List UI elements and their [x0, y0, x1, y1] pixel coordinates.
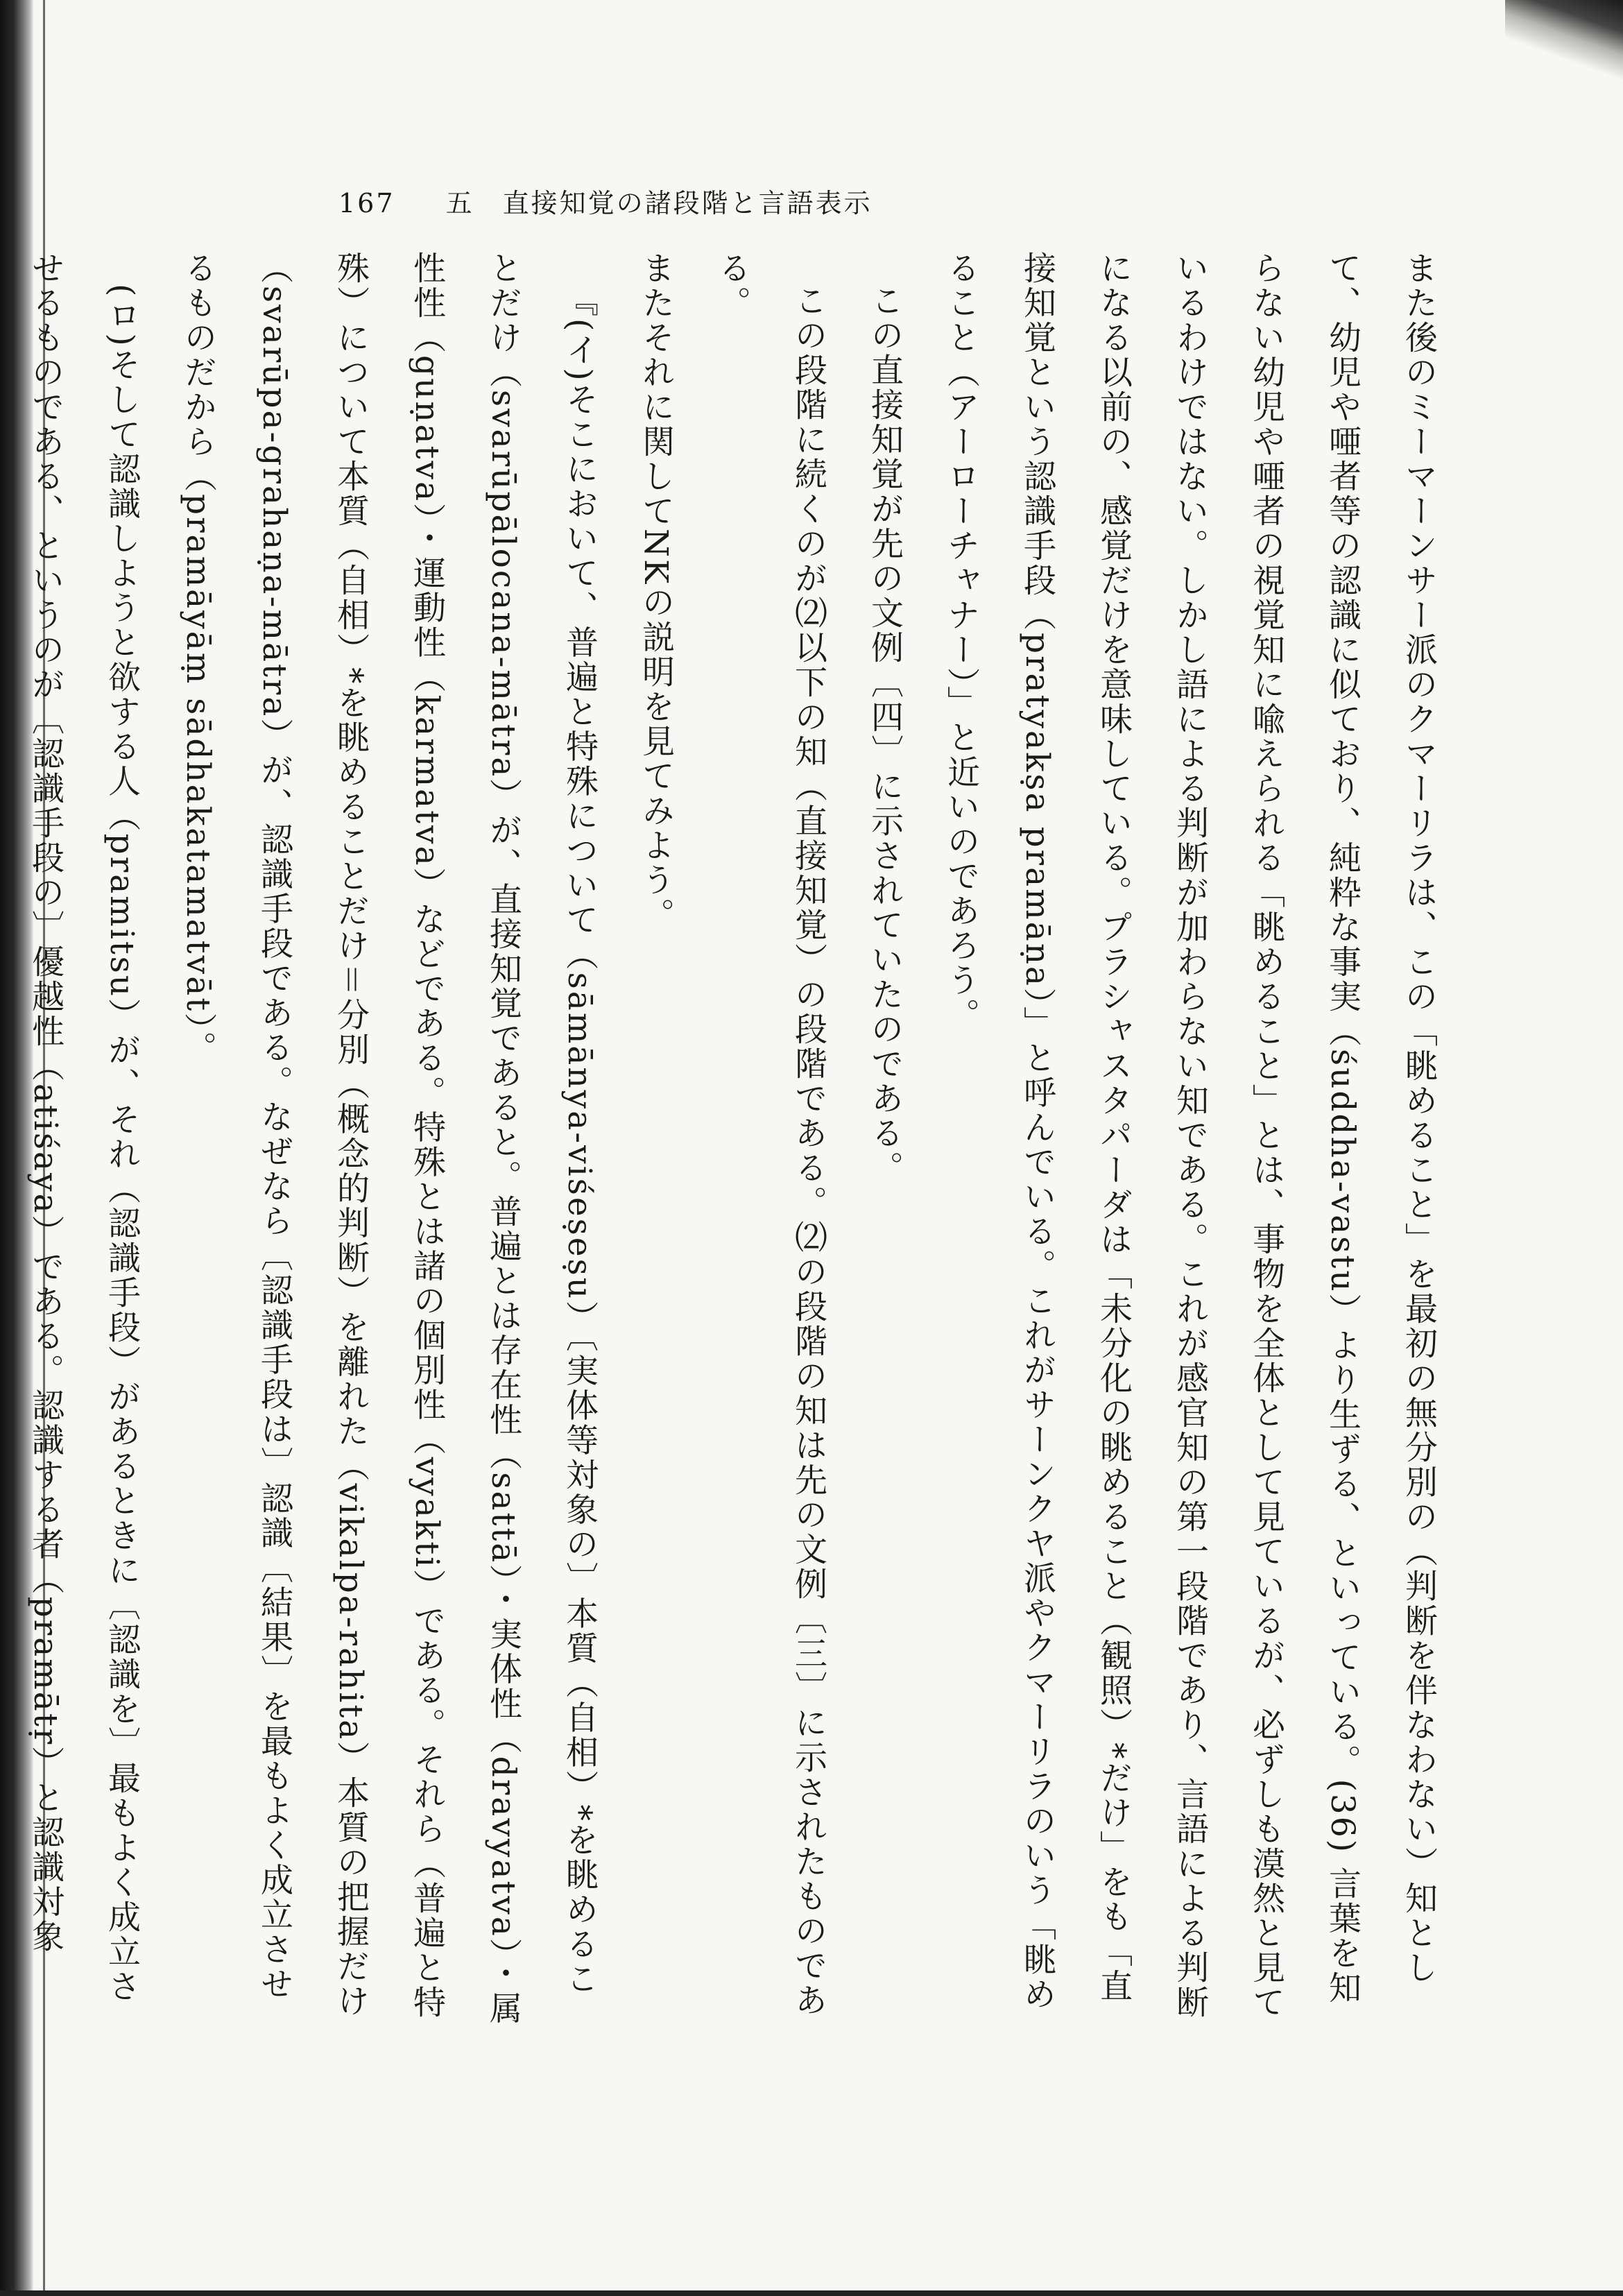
paragraph: また後のミーマーンサー派のクマーリラは、この「眺めること」を最初の無分別の（判断を伴なわない）知として、幼児や唖者等の認識に似ており、純粋な事実（śuddha-vastu）より生ずる、といっている。(36) 言葉を知らない幼児や唖者の視覚知に喩えられる「眺めること」とは、事物を全体として見ているが、必ずしも漠然と見ているわけではない。しかし語による判断が加わらない知である。これが感官知の第一段階であり、言語による判断になる以前の、感覚だけを意味している。プラシャスタパーダは「未分化の眺めること（観照）*だけ」をも「直接知覚という認識手段（pratyakṣa pramāṇa）」と呼んでいる。これがサーンクヤ派やクマーリラのいう「眺めること（アーローチャナー）」と近いのであろう。	[942, 251, 1438, 2020]
body-text	[26, 251, 1457, 2027]
page-corner-shadow	[1505, 0, 1623, 104]
section-title: 五 直接知覚の諸段階と言語表示	[445, 188, 873, 219]
scan-bottom-edge	[0, 2290, 1623, 2296]
paragraph: この直接知覚が先の文例〔四〕に示されていたのである。	[866, 284, 904, 1185]
paragraph: またそれに関してNKの説明を見てみよう。	[637, 251, 675, 933]
paragraph: この段階に続くのが⑵以下の知（直接知覚）の段階である。⑵の段階の知は先の文例〔三〕に示されたものである。	[713, 251, 827, 2018]
running-header	[338, 182, 873, 220]
paragraph: 『(イ)そこにおいて、普遍と特殊について（sāmānya-viśeṣeṣu）〔実体等対象の〕本質（自相）*を眺めることだけ（svarūpālocana-mātra）が、直接知覚であると。普遍とは存在性（sattā）・実体性（dravyatva）・属性性（guṇatva）・運動性（karmatva）などである。特殊とは諸の個別性（vyakti）である。それら（普遍と特殊）について本質（自相）*を眺めることだけ＝分別（概念的判断）を離れた（vikalpa-rahita）本質の把握だけ（svarūpa-grahaṇa-mātra）が、認識手段である。なぜなら〔認識手段は〕認識〔結果〕を最もよく成立させるものだから（pramāyāṃ sādhakatamatvāt）。	[179, 251, 599, 2026]
paragraph: (ロ)そして認識しようと欲する人（pramitsu）が、それ（認識手段）があるときに〔認識を〕最もよく成立させるものである、というのが〔認識手段の〕優越性（atiśaya）である。認識する者（pramātṛ）と認識対象	[26, 251, 141, 2005]
page-number: 167	[338, 188, 395, 219]
